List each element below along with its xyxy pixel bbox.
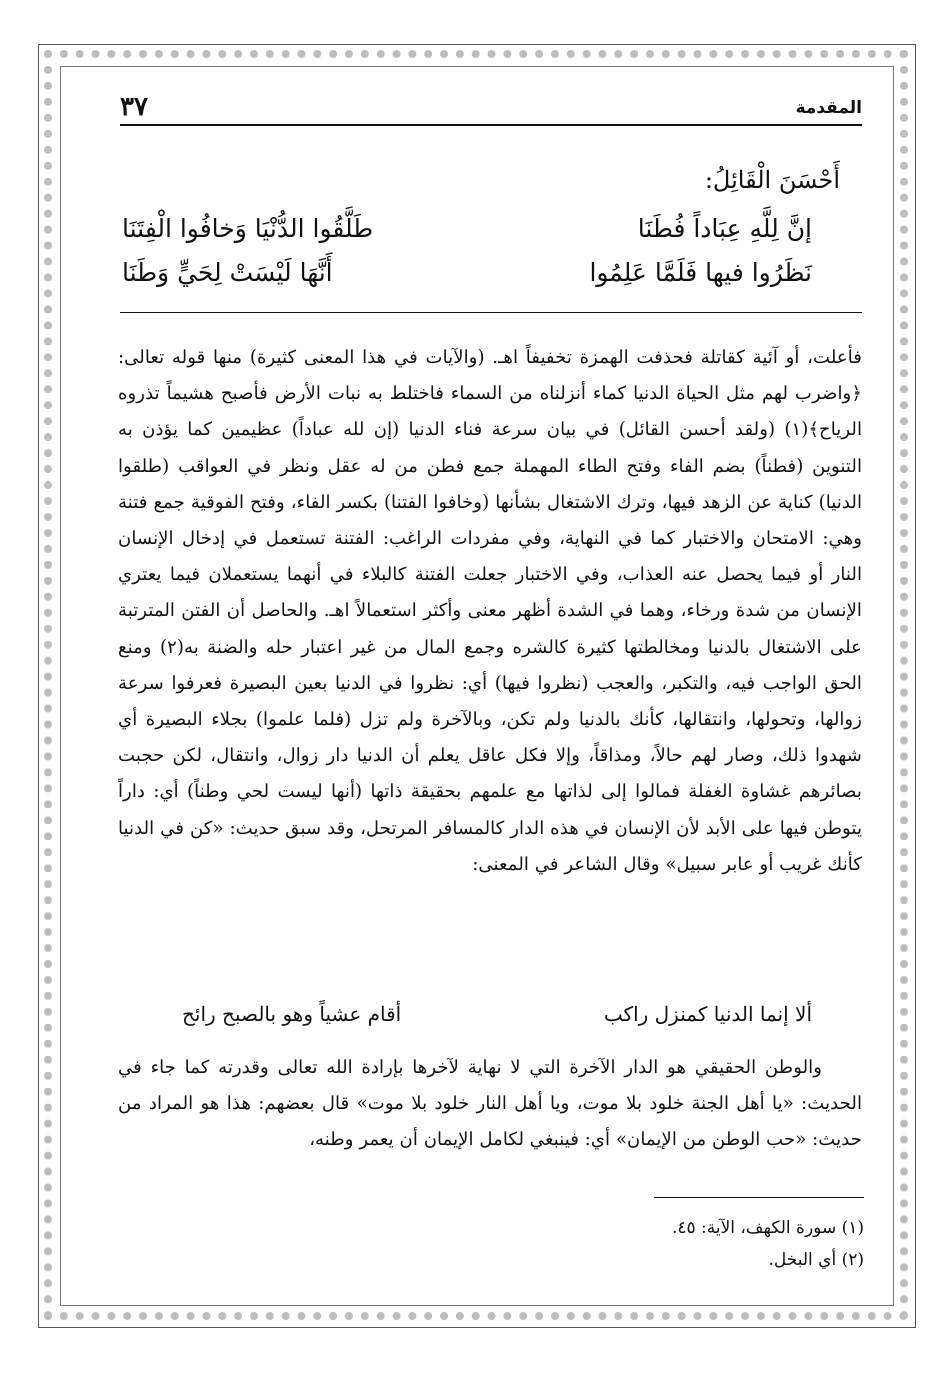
- commentary-paragraph-1: فأعلت، أو آئية كقاتلة فحذفت الهمزة تخفيفاً اهـ. (والآيات في هذا المعنى كثيرة) منها قوله تعالى: ﴿واضرب لهم مثل الحياة الدنيا كماء أنزلناه من السماء فاختلط به نبات الأرض فأصبح هشيماً تذروه الرياح﴾(١) (ولقد أحسن القائل) في بيان سرعة فناء الدنيا (إن لله عباداً) عظيمين كما يؤذن به التنوين (فطناً) بضم الفاء وفتح الطاء المهملة جمع فطن من له عقل ونظر في العواقب (طلقوا الدنيا) كناية عن الزهد فيها، وترك الاشتغال بشأنها (وخافوا الفتنا) بكسر الفاء، وفتح الفوقية جمع فتنة وهي: الامتحان والاختبار كما في النهاية، وفي مفردات الراغب: الفتنة تستعمل في إدخال الإنسان النار أو فيما يحصل عنه العذاب، وفي الاختبار جعلت الفتنة كالبلاء في أنهما يستعملان فيما يعتري الإنسان من شدة ورخاء، وهما في الشدة أظهر معنى وأكثر استعمالاً اهـ. والحاصل أن الفتن المترتبة على الاشتغال بالدنيا ومخالطتها كثيرة كالشره وجمع المال من غير اعتبار حله والضنة به(٢) ومنع الحق الواجب فيه، والتكبر، والعجب (نظروا فيها) أي: نظروا في الدنيا بعين البصيرة فعرفوا سرعة زوالها، وتحولها، وانتقالها، كأنك بالدنيا ولم تكن، وبالآخرة ولم تزل (فلما علموا) بجلاء البصيرة أي شهدوا ذلك، وصار لهم حالاً، ومذاقاً، وإلا فكل عاقل يعلم أن الدنيا دار زوال، وانتقال، لكن حجبت بصائرهم غشاوة الغفلة فمالوا إلى لذاتها مع علمهم بحقيقة ذاتها (أنها ليست لحي وطناً) أي: داراً يتوطن فيها على الأبد لأن الإنسان في هذه الدار كالمسافر المرتحل، وقد سبق حديث: «كن في الدنيا كأنك غريب أو عابر سبيل» وقال الشاعر في المعنى:: [118, 347, 862, 875]
- poem-intro: أَحْسَنَ الْقَائِلُ:: [704, 166, 840, 194]
- section-title: المقدمة: [795, 98, 862, 118]
- quoted-verse-second-hemistich: أقام عشياً وهو بالصبح رائح: [182, 1002, 402, 1026]
- poem-separator-rule: [120, 312, 862, 313]
- footnote-separator: [654, 1197, 864, 1198]
- poem-verse-2: [122, 258, 812, 287]
- footnote-1: (١) سورة الكهف، الآية: ٤٥.: [671, 1218, 864, 1238]
- commentary-text: [118, 340, 862, 883]
- poem-verse-1: [122, 214, 812, 243]
- verse-1-second-hemistich: طَلَّقُوا الدُّنْيَا وَخافُوا الْفِتَنَا: [122, 214, 374, 243]
- quoted-verse: [182, 1002, 812, 1026]
- verse-2-first-hemistich: نَظَرُوا فيها فَلَمَّا عَلِمُوا: [589, 258, 812, 287]
- footnote-2: (٢) أي البخل.: [768, 1250, 864, 1270]
- page-number: ٣٧: [120, 92, 148, 122]
- quoted-verse-first-hemistich: ألا إنما الدنيا كمنزل راكب: [603, 1002, 812, 1026]
- running-header: [120, 88, 862, 126]
- footnotes: [464, 1212, 864, 1276]
- verse-1-first-hemistich: إنَّ لِلَّهِ عِبَاداً فُطَنَا: [637, 214, 812, 243]
- verse-2-second-hemistich: أَنَّهَا لَيْسَتْ لِحَيٍّ وَطَنَا: [122, 258, 333, 287]
- commentary-paragraph-2: والوطن الحقيقي هو الدار الآخرة التي لا نهاية لآخرها بإرادة الله تعالى وقدرته كما جاء في الحديث: «يا أهل الجنة خلود بلا موت، ويا أهل النار خلود بلا موت» قال بعضهم: هذا هو المراد من حديث: «حب الوطن من الإيمان» أي: فينبغي لكامل الإيمان أن يعمر وطنه،: [118, 1057, 862, 1151]
- commentary-text-continued: [118, 1050, 862, 1159]
